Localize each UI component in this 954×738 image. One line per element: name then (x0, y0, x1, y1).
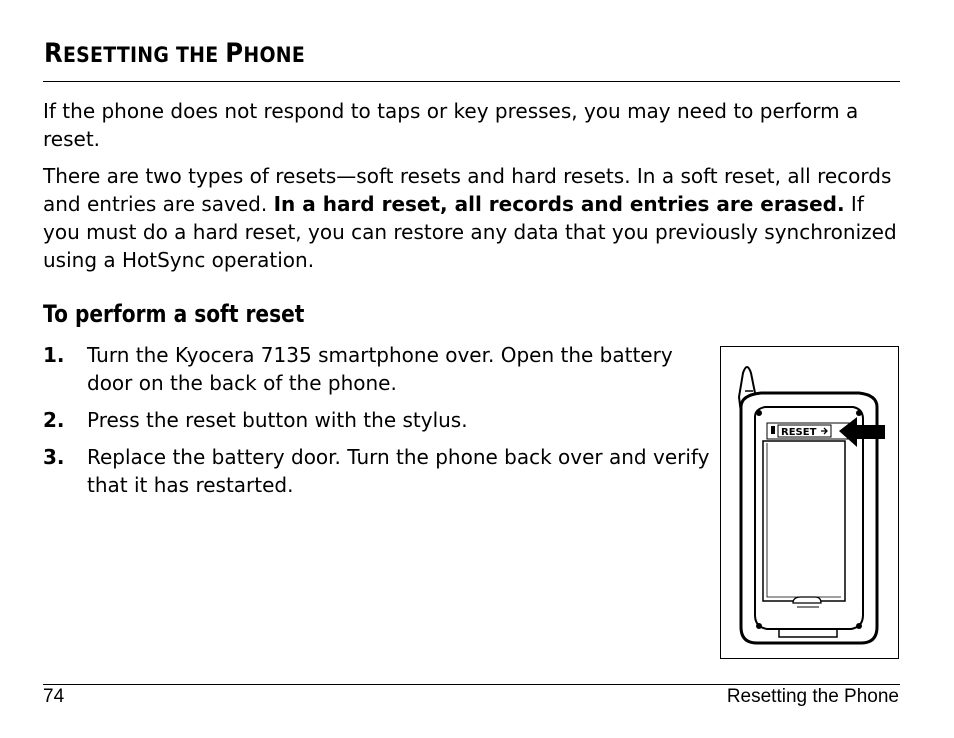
step-number: 1. (43, 343, 65, 367)
step-item (43, 443, 713, 499)
page-title (44, 38, 305, 69)
step-item (43, 406, 713, 434)
intro-paragraph: If the phone does not respond to taps or key presses, you may need to perform a reset. (43, 99, 859, 151)
step-number: 3. (43, 445, 65, 469)
title-part-2: HONE (243, 43, 306, 67)
page-number: 74 (43, 686, 65, 707)
hard-reset-warning: In a hard reset, all records and entries are erased. (273, 192, 845, 216)
title-initial-p: P (225, 38, 244, 69)
step-text: Turn the Kyocera 7135 smartphone over. Open the battery door on the back of the phone. (87, 343, 673, 395)
soft-reset-heading: To perform a soft reset (43, 300, 305, 328)
running-footer-title: Resetting the Phone (726, 686, 899, 707)
title-initial-r: R (44, 38, 63, 69)
step-text: Press the reset button with the stylus. (87, 408, 468, 432)
step-text: Replace the battery door. Turn the phone back over and verify that it has restarted. (87, 445, 710, 497)
restore-text: If you must do a hard reset, you can restore any data that you previously synchronized using a HotSync operation. (43, 192, 897, 272)
phone-back-drawing (721, 347, 898, 658)
title-part-1: ESETTING THE (62, 43, 226, 67)
reset-types-text: There are two types of resets—soft resets and hard resets. In a soft reset, all records and entries are saved. (43, 164, 892, 216)
steps-list (43, 341, 713, 508)
phone-back-illustration (720, 346, 899, 659)
step-number: 2. (43, 408, 65, 432)
reset-label: RESET (781, 427, 817, 438)
footer-rule (43, 684, 900, 685)
reset-types-paragraph (43, 162, 903, 274)
title-rule (43, 81, 900, 82)
step-item (43, 341, 713, 397)
